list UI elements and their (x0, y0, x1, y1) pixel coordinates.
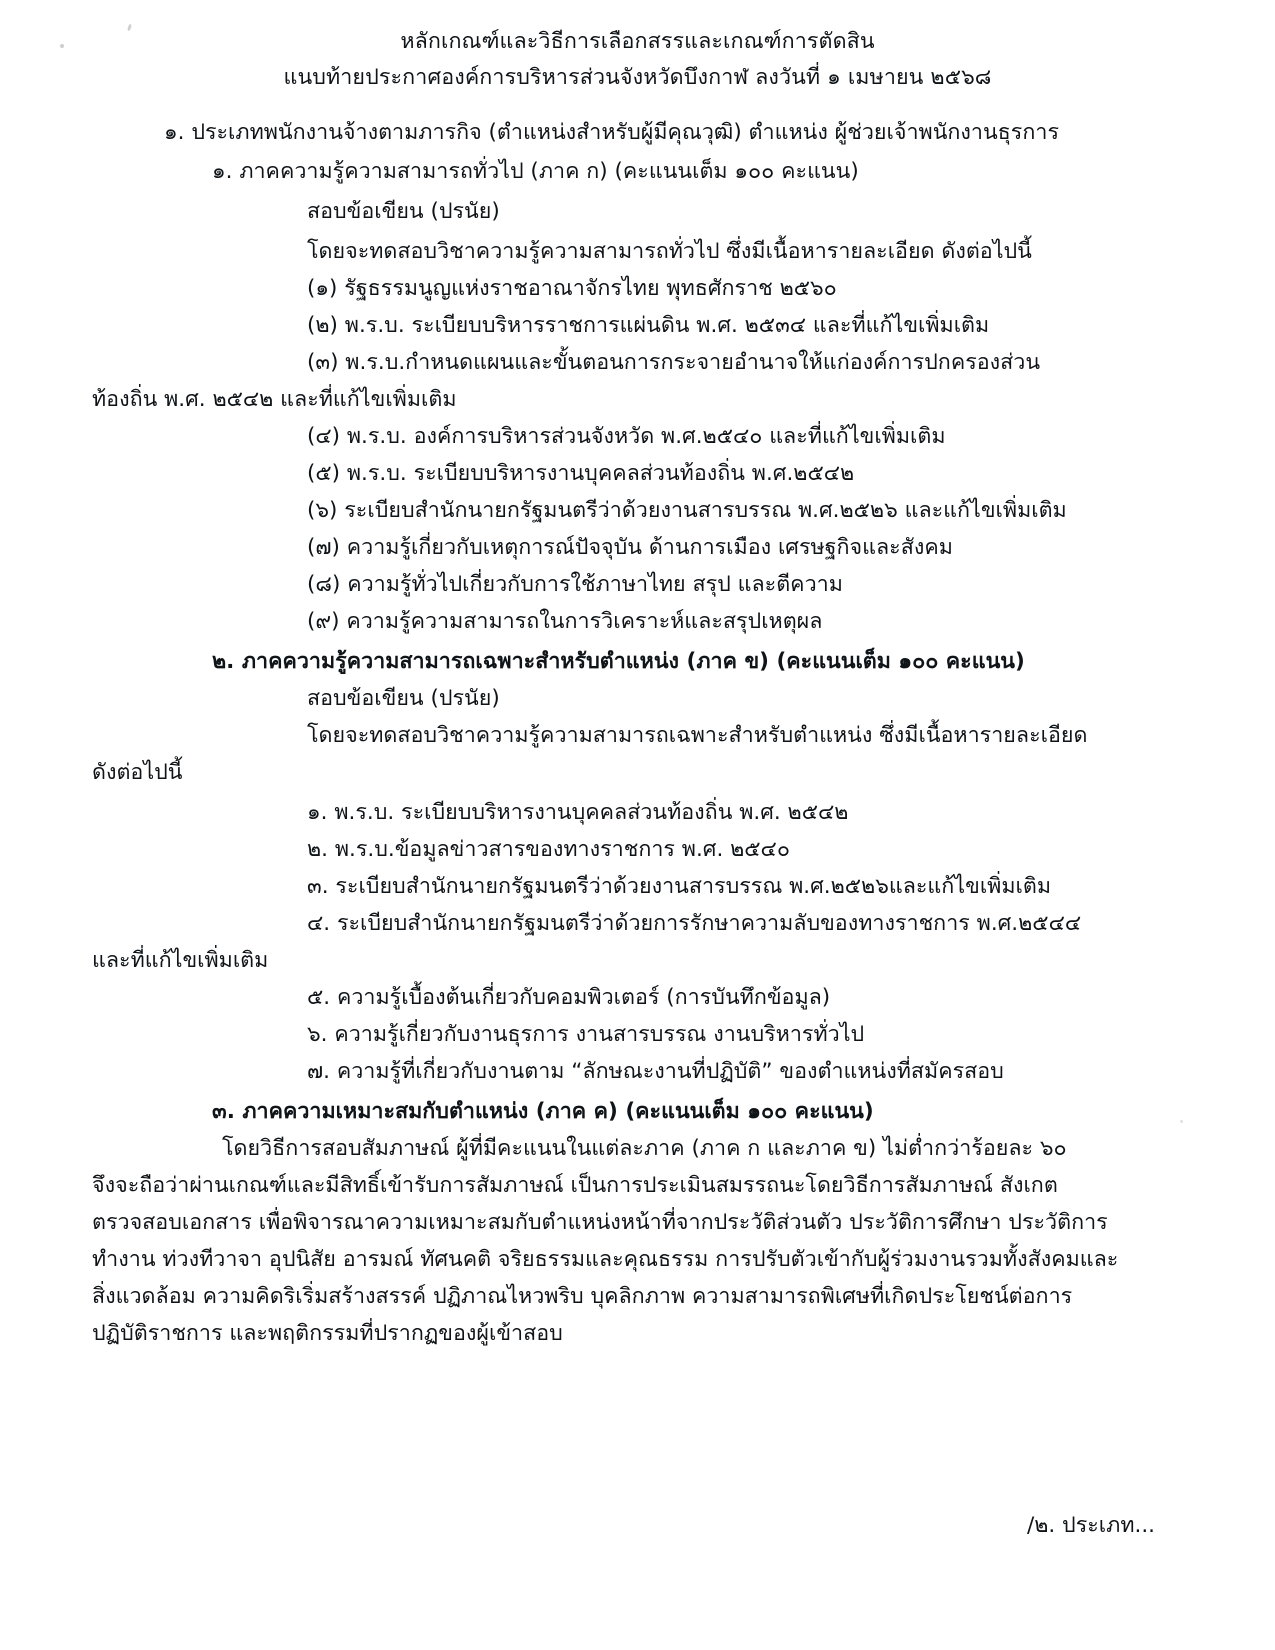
part-c-line-text: โดยวิธีการสอบสัมภาษณ์ ผู้ที่มีคะแนนในแต่ละภาค (ภาค ก และภาค ข) ไม่ต่ำกว่าร้อยละ ๖๐ (222, 1135, 1067, 1161)
part-a-exam-type: สอบข้อเขียน (ปรนัย) (307, 199, 500, 225)
part-a-item: (๗) ความรู้เกี่ยวกับเหตุการณ์ปัจจุบัน ด้านการเมือง เศรษฐกิจและสังคม (307, 535, 953, 561)
part-a-item: (๒) พ.ร.บ. ระเบียบบริหารราชการแผ่นดิน พ.ศ. ๒๕๓๔ และที่แก้ไขเพิ่มเติม (307, 313, 990, 339)
document-body (92, 115, 1183, 1353)
part-b-intro-line-1: โดยจะทดสอบวิชาความรู้ความสามารถเฉพาะสำหรับตำแหน่ง ซึ่งมีเนื้อหารายละเอียด (307, 723, 1088, 748)
part-a-heading: ๑. ภาคความรู้ความสามารถทั่วไป (ภาค ก) (คะแนนเต็ม ๑๐๐ คะแนน) (212, 159, 859, 185)
page-title: หลักเกณฑ์และวิธีการเลือกสรรและเกณฑ์การตัดสิน (400, 29, 875, 54)
part-b-item: ๑. พ.ร.บ. ระเบียบบริหารงานบุคคลส่วนท้องถิ่น พ.ศ. ๒๕๔๒ (307, 799, 849, 825)
part-b-item: ๔. ระเบียบสำนักนายกรัฐมนตรีว่าด้วยการรักษาความลับของทางราชการ พ.ศ.๒๕๔๔ (307, 910, 1082, 936)
part-c-paragraph-line: ทำงาน ท่วงทีวาจา อุปนิสัย อารมณ์ ทัศนคติ จริยธรรมและคุณธรรม การปรับตัวเข้ากับผู้ร่วมงานรวมทั้งสังคมและ (92, 1246, 1119, 1272)
part-c-paragraph-line: จึงจะถือว่าผ่านเกณฑ์และมีสิทธิ์เข้ารับการสัมภาษณ์ เป็นการประเมินสมรรถนะโดยวิธีการสัมภาษณ์ สังเกต (92, 1172, 1058, 1198)
part-a-item: (๕) พ.ร.บ. ระเบียบบริหารงานบุคคลส่วนท้องถิ่น พ.ศ.๒๕๔๒ (307, 461, 855, 487)
part-a-item: (๘) ความรู้ทั่วไปเกี่ยวกับการใช้ภาษาไทย สรุป และตีความ (307, 572, 843, 598)
part-a-item: (๔) พ.ร.บ. องค์การบริหารส่วนจังหวัด พ.ศ.๒๕๔๐ และที่แก้ไขเพิ่มเติม (307, 424, 946, 450)
scan-speck (60, 44, 64, 48)
part-c-heading: ๓. ภาคความเหมาะสมกับตำแหน่ง (ภาค ค) (คะแนนเต็ม ๑๐๐ คะแนน) (212, 1098, 874, 1124)
part-b-heading: ๒. ภาคความรู้ความสามารถเฉพาะสำหรับตำแหน่ง (ภาค ข) (คะแนนเต็ม ๑๐๐ คะแนน) (212, 649, 1025, 675)
part-a-intro: โดยจะทดสอบวิชาความรู้ความสามารถทั่วไป ซึ่งมีเนื้อหารายละเอียด ดังต่อไปนี้ (307, 239, 1032, 265)
part-a-item: (๑) รัฐธรรมนูญแห่งราชอาณาจักรไทย พุทธศักราช ๒๕๖๐ (307, 276, 837, 302)
part-b-item: ๓. ระเบียบสำนักนายกรัฐมนตรีว่าด้วยงานสารบรรณ พ.ศ.๒๕๒๖และแก้ไขเพิ่มเติม (307, 873, 1051, 899)
part-b-item: ๒. พ.ร.บ.ข้อมูลข่าวสารของทางราชการ พ.ศ. ๒๕๔๐ (307, 836, 790, 862)
page-subtitle: แนบท้ายประกาศองค์การบริหารส่วนจังหวัดบึงกาฬ ลงวันที่ ๑ เมษายน ๒๕๖๘ (283, 65, 992, 91)
scan-speck (1180, 1120, 1183, 1123)
part-c-paragraph-line: ปฏิบัติราชการ และพฤติกรรมที่ปรากฏของผู้เข้าสอบ (92, 1320, 563, 1346)
part-b-item: ๖. ความรู้เกี่ยวกับงานธุรการ งานสารบรรณ งานบริหารทั่วไป (307, 1021, 865, 1047)
part-c-paragraph-line: สิ่งแวดล้อม ความคิดริเริ่มสร้างสรรค์ ปฏิภาณไหวพริบ บุคลิกภาพ ความสามารถพิเศษที่เกิดประโยชน์ต่อการ (92, 1283, 1073, 1309)
part-b-item-continued: และที่แก้ไขเพิ่มเติม (92, 947, 269, 973)
part-b-item: ๗. ความรู้ที่เกี่ยวกับงานตาม “ลักษณะงานที่ปฏิบัติ” ของตำแหน่งที่สมัครสอบ (307, 1058, 1004, 1084)
section-1-heading: ๑. ประเภทพนักงานจ้างตามภารกิจ (ตำแหน่งสำหรับผู้มีคุณวุฒิ) ตำแหน่ง ผู้ช่วยเจ้าพนักงานธุรการ (164, 119, 1059, 145)
part-a-item: (๙) ความรู้ความสามารถในการวิเคราะห์และสรุปเหตุผล (307, 609, 823, 635)
part-c-paragraph-line: ตรวจสอบเอกสาร เพื่อพิจารณาความเหมาะสมกับตำแหน่งหน้าที่จากประวัติส่วนตัว ประวัติการศึกษา ประวัติการ (92, 1209, 1108, 1235)
part-b-intro-line-2: ดังต่อไปนี้ (92, 759, 183, 785)
part-a-item: (๖) ระเบียบสำนักนายกรัฐมนตรีว่าด้วยงานสารบรรณ พ.ศ.๒๕๒๖ และแก้ไขเพิ่มเติม (307, 498, 1067, 524)
part-a-item-continued: ท้องถิ่น พ.ศ. ๒๕๔๒ และที่แก้ไขเพิ่มเติม (92, 387, 457, 413)
footer-continuation-note: /๒. ประเภท... (1026, 1513, 1155, 1538)
part-b-exam-type: สอบข้อเขียน (ปรนัย) (307, 686, 500, 712)
document-title-block (92, 26, 1183, 95)
part-b-item: ๕. ความรู้เบื้องต้นเกี่ยวกับคอมพิวเตอร์ (การบันทึกข้อมูล) (307, 984, 831, 1010)
part-a-item: (๓) พ.ร.บ.กำหนดแผนและขั้นตอนการกระจายอำนาจให้แก่องค์การปกครองส่วน (307, 350, 1041, 376)
part-c-paragraph-line (92, 1131, 1183, 1168)
